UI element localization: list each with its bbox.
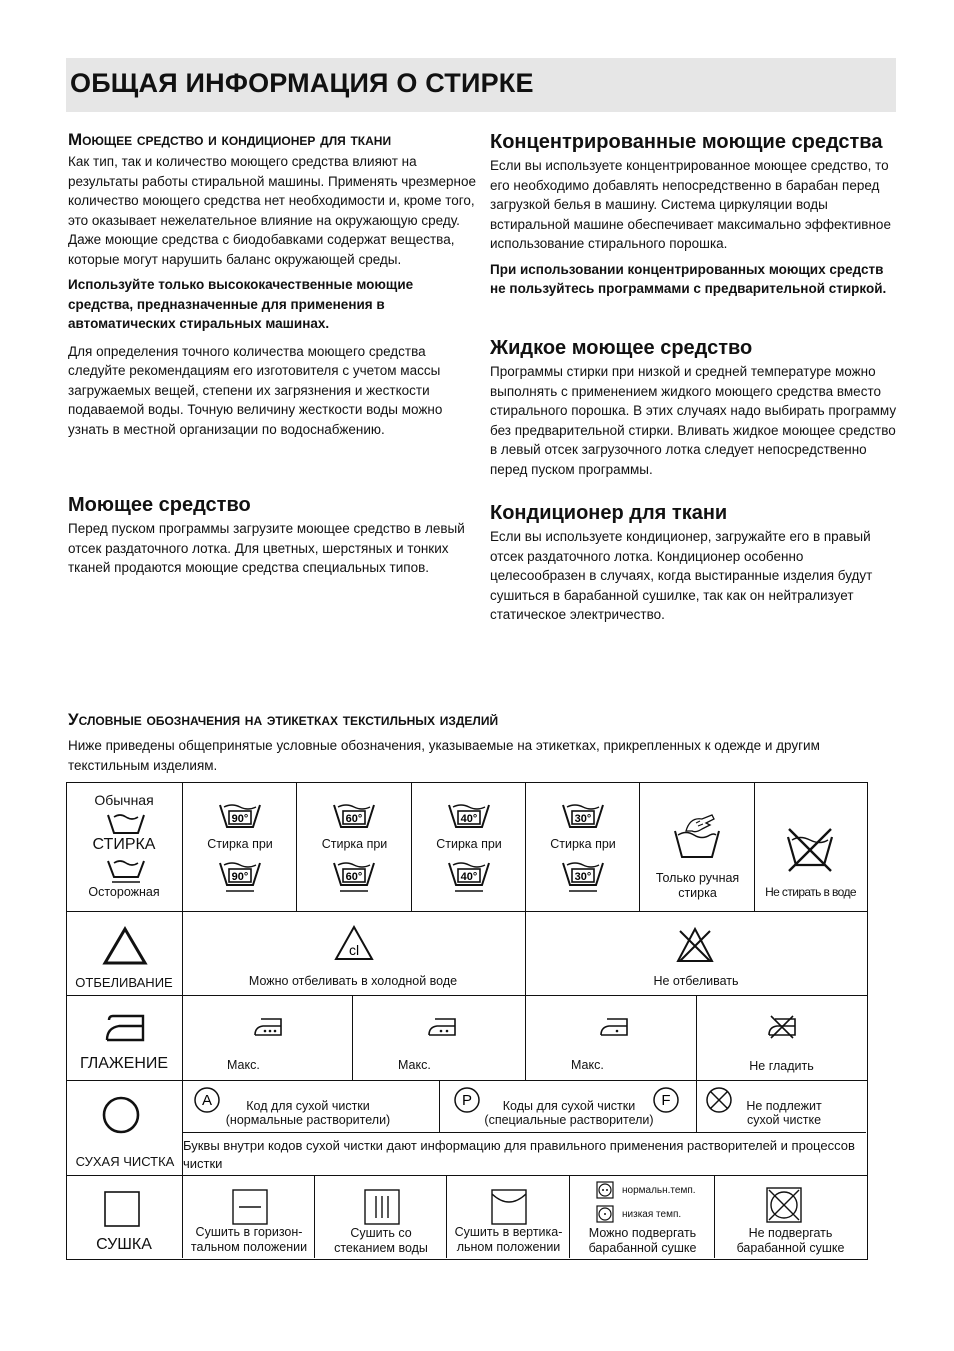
tumble-normal-icon xyxy=(596,1181,614,1199)
dry-clean-row xyxy=(67,1081,867,1176)
iron-icon xyxy=(103,1012,147,1044)
no-iron-icon xyxy=(767,1014,797,1040)
square-icon xyxy=(103,1190,141,1228)
triangle-cl-icon xyxy=(333,924,375,962)
wash-30-gentle-icon xyxy=(561,859,605,895)
line-dry-cell xyxy=(447,1176,570,1258)
no-dry-clean-label: Не подлежит сухой чистке xyxy=(746,1099,822,1127)
wash-40-cell xyxy=(412,783,526,911)
no-bleach-label: Не отбеливать xyxy=(653,974,739,988)
dry-flat-cell xyxy=(183,1176,315,1258)
no-wash-cell xyxy=(755,783,866,911)
iron-max-label: Макс. xyxy=(398,1058,431,1072)
iron-max-cell-3 xyxy=(526,996,697,1080)
wash-temp-label: 90° xyxy=(231,813,249,825)
iron-three-dots-icon xyxy=(253,1016,283,1038)
paragraph: Если вы используете кондиционер, загружайте его в правый отсек раздаточного лотка. Кондиционер особенно целесообразен в случаях, когда выстиранные изделия будут сушиться в барабанной сушилке, так как он нейтрализует статическое электричество. xyxy=(490,529,873,622)
wash-60-cell xyxy=(297,783,412,911)
wash-temp-label: 60° xyxy=(345,871,363,883)
right-column-conditioner xyxy=(490,502,900,625)
wash-40-icon xyxy=(447,801,491,831)
iron-max-label: Макс. xyxy=(571,1058,604,1072)
dry-flat-icon xyxy=(231,1188,269,1226)
circle-p-icon xyxy=(453,1086,481,1114)
symbols-heading: Условные обозначения на этикетках текстильных изделий xyxy=(68,710,499,729)
tumble-low-icon xyxy=(596,1205,614,1223)
paragraph: Перед пуском программы загрузите моющее средство в левый отсек раздаточного лотка. Для цветных, шерстяных и тонких тканей продаются моющие средства специальных типов. xyxy=(68,521,465,575)
paragraph: Для определения точного количества моющего средства следуйте рекомендациям его изготовителя с учетом массы загружаемых вещей, степени их загрязнения и жесткости подаваемой воды. Точную величину жесткости воды можно узнать в местной организации по водоснабжению. xyxy=(68,343,443,437)
dry-clean-p-letter: P xyxy=(461,1092,473,1109)
drying-row xyxy=(67,1176,867,1258)
left-column xyxy=(68,130,480,439)
wash-40-gentle-icon xyxy=(447,859,491,895)
circle-icon xyxy=(101,1095,141,1135)
paragraph: Программы стирки при низкой и средней температуре можно выполнять с применением жидкого моющего средства вместо стирального порошка. В этих случаях надо выбирать программу без предварительной стирки. Вливать жидкое моющее средство в левый отсек загрузочного лотка следует непосредственно перед пуском программы. xyxy=(490,364,897,477)
wash-label-cell xyxy=(67,783,183,911)
bleach-label-cell xyxy=(67,912,183,995)
heading-liquid: Жидкое моющее средство xyxy=(490,337,753,359)
wash-90-gentle-icon xyxy=(218,859,262,895)
dry-flat-label: Сушить в горизон- тальном положении xyxy=(190,1225,308,1254)
wash-tub-icon xyxy=(106,811,146,835)
hand-wash-icon xyxy=(672,813,722,861)
symbols-intro: Ниже приведены общепринятые условные обозначения, указываемые на этикетках, прикрепленных к одежде и другим текстильным изделиям. xyxy=(68,738,820,773)
wash-30-icon xyxy=(561,801,605,831)
heading-concentrated: Концентрированные моющие средства xyxy=(490,131,883,153)
dry-clean-pf-label: Коды для сухой чистки (специальные растворители) xyxy=(484,1099,654,1127)
no-iron-cell xyxy=(697,996,866,1080)
iron-one-dot-icon xyxy=(599,1016,629,1038)
dry-clean-pf-block xyxy=(440,1081,697,1133)
iron-label: ГЛАЖЕНИЕ xyxy=(79,1055,169,1072)
wash-temp-label: 30° xyxy=(574,871,592,883)
iron-max-cell-1 xyxy=(183,996,353,1080)
dry-clean-a-label: Код для сухой чистки (нормальные растворители) xyxy=(225,1099,391,1127)
line-dry-icon xyxy=(490,1188,528,1226)
wash-temp-label: 40° xyxy=(460,871,478,883)
no-bleach-cell xyxy=(526,912,866,995)
no-wash-icon xyxy=(785,825,835,875)
care-symbols-table xyxy=(66,782,868,1260)
no-tumble-cell xyxy=(715,1176,866,1258)
no-tumble-icon xyxy=(765,1186,803,1224)
bleach-cold-label: Можно отбеливать в холодной воде xyxy=(248,974,458,988)
wash-90-icon xyxy=(218,801,262,831)
dry-clean-label-cell xyxy=(67,1081,183,1175)
dry-clean-a-letter: A xyxy=(201,1092,213,1109)
iron-two-dots-icon xyxy=(427,1016,457,1038)
wash-60-gentle-icon xyxy=(332,859,376,895)
wash-30-cell xyxy=(526,783,640,911)
wash-temp-caption: Стирка при xyxy=(321,837,388,851)
bold-note: Используйте только высококачественные моющие средства, предназначенные для применения в автоматических стиральных машинах. xyxy=(68,277,414,331)
tumble-label: Можно подвергать барабанной сушке xyxy=(588,1226,697,1255)
iron-label-cell xyxy=(67,996,183,1080)
tumble-normal-label: нормальн.темп. xyxy=(622,1185,696,1196)
tumble-low-label: низкая темп. xyxy=(622,1209,682,1220)
dry-clean-note: Буквы внутри кодов сухой чистки дают информацию для правильного применения растворителей и процессов чистки xyxy=(183,1138,855,1171)
title-banner xyxy=(66,58,896,112)
triangle-icon xyxy=(102,926,148,966)
bold-note: При использовании концентрированных моющих средств не пользуйтесь программами с предварительной стиркой. xyxy=(490,261,887,296)
bleach-cl-label: cl xyxy=(348,942,360,958)
tumble-dry-cell xyxy=(570,1176,715,1258)
no-dry-clean-block xyxy=(697,1081,866,1133)
drip-dry-label: Сушить со стеканием воды xyxy=(334,1226,428,1255)
dry-clean-a-block xyxy=(183,1081,440,1133)
wash-normal-label: Обычная xyxy=(94,792,154,808)
wash-temp-label: 60° xyxy=(345,813,363,825)
no-wash-label: Не стирать в воде xyxy=(765,885,856,899)
bleach-row xyxy=(67,912,867,996)
iron-max-label: Макс. xyxy=(227,1058,260,1072)
right-column-liquid xyxy=(490,337,900,479)
wash-gentle-icon xyxy=(106,857,146,885)
no-dry-clean-icon xyxy=(705,1086,733,1114)
iron-row xyxy=(67,996,867,1081)
left-column-lower xyxy=(68,494,480,578)
wash-temp-label: 30° xyxy=(574,813,592,825)
dry-clean-label: СУХАЯ ЧИСТКА xyxy=(75,1154,175,1169)
wash-temp-label: 90° xyxy=(231,871,249,883)
bleach-cold-cell xyxy=(183,912,526,995)
heading-detergent: Моющее средство xyxy=(68,494,251,516)
page-title: ОБЩАЯ ИНФОРМАЦИЯ О СТИРКЕ xyxy=(70,68,534,98)
wash-90-cell xyxy=(183,783,297,911)
paragraph: Если вы используете концентрированное моющее средство, то его необходимо добавлять непосредственно в барабан перед загрузкой белья в машину. Система циркуляции воды встиральной машине обеспечивает максимально эффективное использование стирального порошка. xyxy=(490,158,891,251)
hand-wash-cell xyxy=(640,783,755,911)
wash-row xyxy=(67,783,867,912)
wash-60-icon xyxy=(332,801,376,831)
heading-conditioner: Кондиционер для ткани xyxy=(490,502,728,524)
wash-temp-caption: Стирка при xyxy=(207,837,273,851)
no-tumble-label: Не подвергать барабанной сушке xyxy=(736,1226,845,1255)
no-bleach-icon xyxy=(675,926,715,964)
circle-f-icon xyxy=(652,1086,680,1114)
wash-label: СТИРКА xyxy=(92,836,156,853)
drip-dry-icon xyxy=(363,1188,401,1226)
wash-gentle-label: Осторожная xyxy=(88,885,160,899)
bleach-label: ОТБЕЛИВАНИЕ xyxy=(75,975,173,990)
line-dry-label: Сушить в вертика- льном положении xyxy=(454,1225,563,1254)
dry-clean-codes xyxy=(183,1081,866,1175)
iron-max-cell-2 xyxy=(353,996,526,1080)
no-iron-label: Не гладить xyxy=(749,1059,814,1073)
drying-label-cell xyxy=(67,1176,183,1258)
right-column xyxy=(490,131,900,307)
heading-detergent-conditioner: Моющее средство и кондиционер для ткани xyxy=(68,130,392,149)
wash-temp-caption: Стирка при xyxy=(550,837,616,851)
drying-label: СУШКА xyxy=(96,1236,152,1253)
paragraph: Как тип, так и количество моющего средства влияют на результаты работы стиральной машины. Применять чрезмерное количество моющего средства нет необходимости и, кроме того, это оказывает нежелательное влияние на окружающую среду. Даже моющие средства с биодобавками содержат вещества, которые могут нарушить баланс окружающей среды. xyxy=(68,154,477,267)
dry-clean-f-letter: F xyxy=(661,1092,671,1109)
wash-temp-caption: Стирка при xyxy=(436,837,502,851)
drip-dry-cell xyxy=(315,1176,447,1258)
hand-wash-label: Только ручная стирка xyxy=(655,871,740,900)
wash-temp-label: 40° xyxy=(460,813,478,825)
